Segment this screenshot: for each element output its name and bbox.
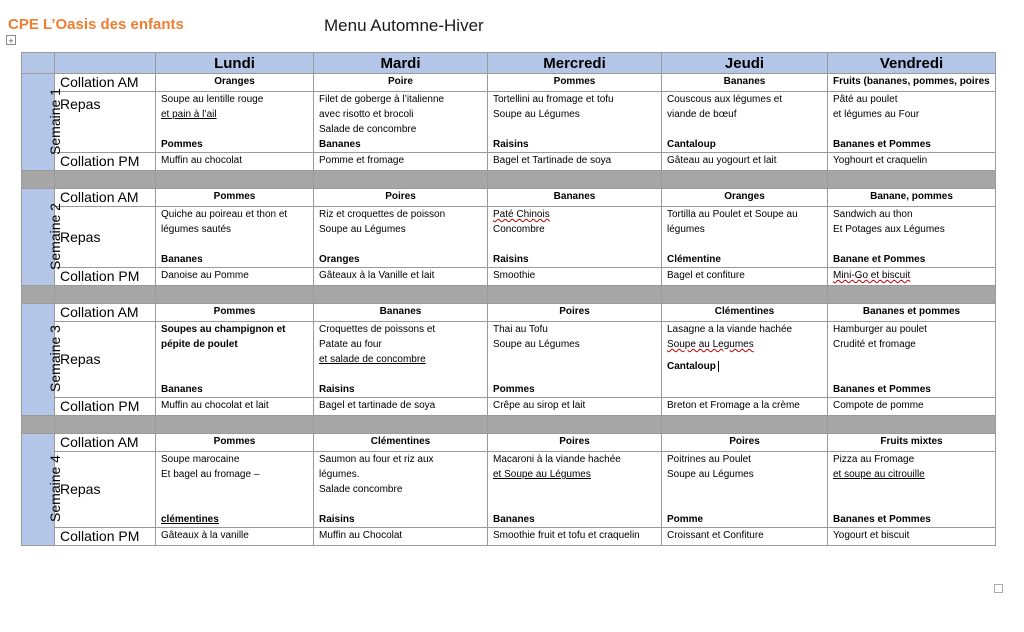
meal-line-text: et salade de concombre <box>319 354 426 365</box>
am-snack-cell[interactable]: Pommes <box>156 434 314 452</box>
meal-side-fruit: Bananes <box>493 514 535 525</box>
meal-line: Soupe marocaine <box>161 454 240 465</box>
meal-side-fruit: Bananes <box>161 254 203 265</box>
meal-line <box>667 337 822 352</box>
meal-side-fruit: Bananes et Pommes <box>833 514 931 525</box>
am-snack-cell[interactable]: Poires <box>488 434 662 452</box>
row-label-am: Collation AM <box>55 189 156 207</box>
week-label: Semaine 4 <box>46 455 63 522</box>
meal-line: Lasagne a la viande hachée <box>667 324 793 335</box>
meal-cell[interactable] <box>488 452 662 528</box>
pm-snack-cell[interactable]: Gâteaux à la Vanille et lait <box>314 268 488 286</box>
meal-line: Et Potages aux Légumes <box>833 224 945 235</box>
meal-line: Soupe au lentille rouge <box>161 94 264 105</box>
meal-line: Et bagel au fromage – <box>161 469 260 480</box>
text-cursor <box>718 361 719 372</box>
pm-snack-cell[interactable]: Muffin au Chocolat <box>314 528 488 546</box>
week-label-cell <box>22 189 63 286</box>
meal-line: légumes <box>667 224 705 235</box>
am-snack-cell[interactable]: Pommes <box>156 304 314 322</box>
meal-line: Salade de concombre <box>319 124 417 135</box>
week4-meal-row <box>22 452 996 528</box>
meal-line <box>493 207 656 222</box>
pm-snack-cell[interactable]: Smoothie <box>488 268 662 286</box>
meal-line: Sandwich au thon <box>833 209 913 220</box>
meal-side-fruit <box>161 512 308 527</box>
meal-cell[interactable] <box>156 92 314 153</box>
meal-cell[interactable] <box>828 207 996 268</box>
meal-line: légumes. <box>319 469 360 480</box>
meal-cell[interactable] <box>662 322 828 398</box>
meal-side-fruit: Pomme <box>667 514 704 525</box>
meal-extra-fruit <box>667 359 822 374</box>
pm-snack-cell[interactable]: Croissant et Confiture <box>662 528 828 546</box>
meal-line-text: et pain à l’ail <box>161 109 217 120</box>
meal-cell[interactable] <box>156 207 314 268</box>
pm-snack-cell[interactable]: Yoghourt et craquelin <box>828 153 996 171</box>
meal-line: avec risotto et brocoli <box>319 109 414 120</box>
row-label-am: Collation AM <box>55 304 156 322</box>
am-snack-cell[interactable]: Fruits (bananes, pommes, poires <box>828 74 996 92</box>
row-label-meal: Repas <box>55 322 156 398</box>
meal-side-fruit: Raisins <box>319 514 355 525</box>
table-move-handle-icon[interactable]: + <box>6 35 16 45</box>
meal-line: et légumes au Four <box>833 109 920 120</box>
pm-snack-cell[interactable]: Smoothie fruit et tofu et craquelin <box>488 528 662 546</box>
week3-meal-row <box>22 322 996 398</box>
meal-line: Quiche au poireau et thon et <box>161 209 288 220</box>
am-snack-cell[interactable]: Fruits mixtes <box>828 434 996 452</box>
pm-snack-cell[interactable]: Bagel et Tartinade de soya <box>488 153 662 171</box>
meal-extra-text: Cantaloup <box>667 361 716 372</box>
row-label-pm: Collation PM <box>55 268 156 286</box>
week-separator-row <box>22 171 996 189</box>
table-resize-handle-icon[interactable] <box>994 584 1003 593</box>
pm-snack-cell[interactable]: Bagel et tartinade de soya <box>314 398 488 416</box>
meal-side-fruit: Banane et Pommes <box>833 254 926 265</box>
pm-snack-text: Mini-Go et biscuit <box>833 270 911 281</box>
pm-snack-cell[interactable]: Compote de pomme <box>828 398 996 416</box>
meal-cell[interactable] <box>662 207 828 268</box>
week-label-cell <box>22 74 63 171</box>
meal-line <box>833 467 990 482</box>
day-header-vendredi: Vendredi <box>828 53 996 74</box>
am-snack-cell[interactable]: Poires <box>314 189 488 207</box>
meal-line <box>493 467 656 482</box>
meal-line: Tortellini au fromage et tofu <box>493 94 614 105</box>
meal-side-fruit: Pommes <box>493 384 535 395</box>
meal-line: viande de bœuf <box>667 109 737 120</box>
meal-cell[interactable] <box>488 207 662 268</box>
meal-line <box>161 107 308 122</box>
weekly-menu-table <box>21 52 996 546</box>
row-label-pm: Collation PM <box>55 528 156 546</box>
day-header-row <box>22 53 996 74</box>
meal-line-text: et Soupe au Légumes <box>493 469 591 480</box>
meal-cell[interactable] <box>314 207 488 268</box>
am-snack-cell[interactable]: Poires <box>488 304 662 322</box>
day-header-mercredi: Mercredi <box>488 53 662 74</box>
day-header-lundi: Lundi <box>156 53 314 74</box>
week2-meal-row <box>22 207 996 268</box>
daycare-name: CPE L’Oasis des enfants <box>8 16 184 33</box>
meal-side-fruit: Pommes <box>161 139 203 150</box>
meal-line: Soupe au Légumes <box>493 109 580 120</box>
week-separator-row <box>22 416 996 434</box>
meal-side-fruit: Oranges <box>319 254 360 265</box>
row-label-am: Collation AM <box>55 434 156 452</box>
meal-cell[interactable] <box>488 322 662 398</box>
meal-line: Soupe au Légumes <box>493 339 580 350</box>
meal-line: pépite de poulet <box>161 339 238 350</box>
pm-snack-cell[interactable]: Breton et Fromage a la crème <box>662 398 828 416</box>
meal-line-text: Paté Chinois <box>493 209 550 220</box>
pm-snack-cell[interactable]: Crêpe au sirop et lait <box>488 398 662 416</box>
meal-cell[interactable] <box>156 322 314 398</box>
pm-snack-cell[interactable]: Bagel et confiture <box>662 268 828 286</box>
pm-snack-cell[interactable]: Gâteaux à la vanille <box>156 528 314 546</box>
meal-cell[interactable] <box>488 92 662 153</box>
menu-title: Menu Automne-Hiver <box>324 16 484 35</box>
week2-pm-snack-row <box>22 268 996 286</box>
meal-line: Riz et croquettes de poisson <box>319 209 446 220</box>
meal-cell[interactable] <box>662 92 828 153</box>
meal-line: Poitrines au Poulet <box>667 454 751 465</box>
row-label-pm: Collation PM <box>55 153 156 171</box>
week-label-cell <box>22 434 63 546</box>
header-corner-label <box>55 53 156 74</box>
meal-side-text: clémentines <box>161 514 219 525</box>
meal-line: Salade concombre <box>319 484 403 495</box>
pm-snack-cell[interactable]: Gâteau au yogourt et lait <box>662 153 828 171</box>
meal-line: Macaroni à la viande hachée <box>493 454 621 465</box>
week4-pm-snack-row <box>22 528 996 546</box>
pm-snack-cell[interactable] <box>828 268 996 286</box>
am-snack-cell[interactable]: Pommes <box>156 189 314 207</box>
meal-line: Soupe au Légumes <box>319 224 406 235</box>
meal-side-fruit: Clémentine <box>667 254 721 265</box>
meal-line: Crudité et fromage <box>833 339 916 350</box>
meal-line-text: Soupe au Legumes <box>667 339 754 350</box>
pm-snack-cell[interactable]: Muffin au chocolat <box>156 153 314 171</box>
am-snack-cell[interactable]: Pommes <box>488 74 662 92</box>
meal-cell[interactable] <box>828 322 996 398</box>
meal-line: Soupes au champignon et <box>161 324 286 335</box>
meal-line: Hamburger au poulet <box>833 324 927 335</box>
day-header-mardi: Mardi <box>314 53 488 74</box>
meal-cell[interactable] <box>314 452 488 528</box>
am-snack-cell[interactable]: Clémentines <box>314 434 488 452</box>
meal-cell[interactable] <box>828 452 996 528</box>
am-snack-cell[interactable]: Clémentines <box>662 304 828 322</box>
meal-line: Couscous aux légumes et <box>667 94 783 105</box>
meal-cell[interactable] <box>662 452 828 528</box>
meal-side-fruit: Raisins <box>493 254 529 265</box>
week3-pm-snack-row <box>22 398 996 416</box>
meal-line <box>319 352 482 367</box>
day-header-jeudi: Jeudi <box>662 53 828 74</box>
week-label: Semaine 1 <box>46 87 63 155</box>
pm-snack-cell[interactable]: Muffin au chocolat et lait <box>156 398 314 416</box>
meal-cell[interactable] <box>314 92 488 153</box>
meal-line: Concombre <box>493 224 545 235</box>
am-snack-cell[interactable]: Poires <box>662 434 828 452</box>
meal-side-fruit: Bananes <box>161 384 203 395</box>
meal-side-fruit: Raisins <box>319 384 355 395</box>
meal-side-fruit: Bananes et Pommes <box>833 384 931 395</box>
am-snack-cell[interactable]: Bananes <box>488 189 662 207</box>
week1-am-snack-row <box>22 74 996 92</box>
row-label-meal: Repas <box>55 92 156 153</box>
meal-line: Saumon au four et riz aux <box>319 454 434 465</box>
am-snack-cell[interactable]: Oranges <box>156 74 314 92</box>
week-label-cell <box>22 304 63 416</box>
meal-line: Soupe au Légumes <box>667 469 754 480</box>
am-snack-cell[interactable]: Bananes et pommes <box>828 304 996 322</box>
meal-cell[interactable] <box>314 322 488 398</box>
meal-line: Tortilla au Poulet et Soupe au <box>667 209 798 220</box>
row-label-pm: Collation PM <box>55 398 156 416</box>
am-snack-cell[interactable]: Bananes <box>314 304 488 322</box>
week2-am-snack-row <box>22 189 996 207</box>
meal-line: légumes sautés <box>161 224 232 235</box>
am-snack-cell[interactable]: Banane, pommes <box>828 189 996 207</box>
meal-line: Pizza au Fromage <box>833 454 915 465</box>
meal-line: Thai au Tofu <box>493 324 548 335</box>
week4-am-snack-row <box>22 434 996 452</box>
pm-snack-cell[interactable]: Danoise au Pomme <box>156 268 314 286</box>
meal-cell[interactable] <box>156 452 314 528</box>
row-label-meal: Repas <box>55 207 156 268</box>
am-snack-cell[interactable]: Oranges <box>662 189 828 207</box>
meal-side-fruit: Raisins <box>493 139 529 150</box>
meal-cell[interactable] <box>828 92 996 153</box>
meal-line: Pâté au poulet <box>833 94 898 105</box>
meal-line: Filet de goberge à l’italienne <box>319 94 445 105</box>
pm-snack-cell[interactable]: Yogourt et biscuit <box>828 528 996 546</box>
week-label: Semaine 2 <box>46 202 63 270</box>
meal-line-text: et soupe au citrouille <box>833 469 925 480</box>
am-snack-cell[interactable]: Bananes <box>662 74 828 92</box>
header-corner <box>22 53 55 74</box>
week1-pm-snack-row <box>22 153 996 171</box>
meal-side-fruit: Bananes et Pommes <box>833 139 931 150</box>
week3-am-snack-row <box>22 304 996 322</box>
meal-side-fruit: Bananes <box>319 139 361 150</box>
meal-side-fruit: Cantaloup <box>667 139 716 150</box>
meal-line: Croquettes de poissons et <box>319 324 436 335</box>
am-snack-cell[interactable]: Poire <box>314 74 488 92</box>
week-label: Semaine 3 <box>46 325 63 392</box>
pm-snack-cell[interactable]: Pomme et fromage <box>314 153 488 171</box>
week-separator-row <box>22 286 996 304</box>
meal-line: Patate au four <box>319 339 382 350</box>
row-label-am: Collation AM <box>55 74 156 92</box>
week1-meal-row <box>22 92 996 153</box>
row-label-meal: Repas <box>55 452 156 528</box>
